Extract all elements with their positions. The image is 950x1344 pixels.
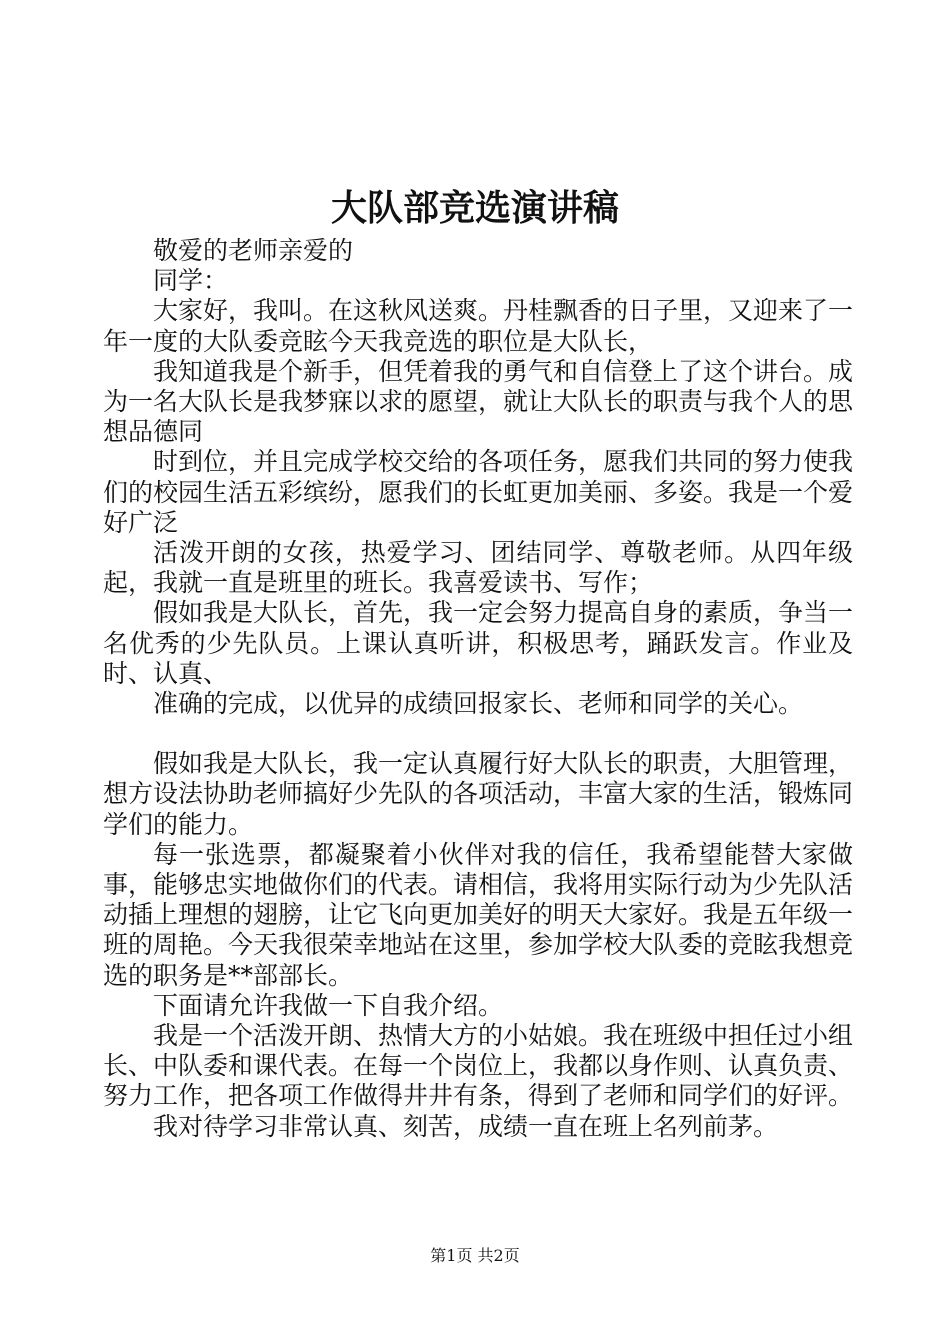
paragraph: 大家好，我叫。在这秋风送爽。丹桂飘香的日子里，又迎来了一年一度的大队委竞眩今天我竞选的职位是大队长， xyxy=(103,296,854,356)
paragraph-gap xyxy=(103,719,853,749)
paragraph: 我是一个活泼开朗、热情大方的小姑娘。我在班级中担任过小组长、中队委和课代表。在每一个岗位上，我都以身作则、认真负责、努力工作，把各项工作做得井井有条，得到了老师和同学们的好评。 xyxy=(103,1021,854,1111)
paragraph-greeting-2: 同学： xyxy=(153,266,229,296)
paragraph: 假如我是大队长，首先，我一定会努力提高自身的素质，争当一名优秀的少先队员。上课认真听讲，积极思考，踊跃发言。作业及时、认真、 xyxy=(103,598,854,688)
paragraph: 我知道我是个新手，但凭着我的勇气和自信登上了这个讲台。成为一名大队长是我梦寐以求的愿望，就让大队长的职责与我个人的思想品德同 xyxy=(103,356,854,447)
paragraph: 时到位，并且完成学校交给的各项任务，愿我们共同的努力使我们的校园生活五彩缤纷，愿我们的长虹更加美丽、多姿。我是一个爱好广泛 xyxy=(103,447,854,537)
paragraph: 每一张选票，都凝聚着小伙伴对我的信任，我希望能替大家做事，能够忠实地做你们的代表。请相信，我将用实际行动为少先队活动插上理想的翅膀，让它飞向更加美好的明天大家好。我是五年级一班的周艳。今天我很荣幸地站在这里，参加学校大队委的竞眩我想竞选的职务是**部部长。 xyxy=(103,839,854,990)
document-title: 大队部竞选演讲稿 xyxy=(330,187,619,229)
page-number-footer: 第1页 共2页 xyxy=(430,1246,520,1265)
paragraph: 下面请允许我做一下自我介绍。 xyxy=(153,990,504,1020)
document-body xyxy=(103,236,853,1142)
paragraph-greeting-1: 敬爱的老师亲爱的 xyxy=(153,236,354,265)
paragraph: 活泼开朗的女孩，热爱学习、团结同学、尊敬老师。从四年级起，我就一直是班里的班长。我喜爱读书、写作； xyxy=(103,538,853,598)
paragraph: 假如我是大队长，我一定认真履行好大队长的职责，大胆管理，想方设法协助老师搞好少先队的各项活动，丰富大家的生活，锻炼同学们的能力。 xyxy=(103,749,854,839)
paragraph: 我对待学习非常认真、刻苦，成绩一直在班上名列前茅。 xyxy=(153,1111,779,1141)
paragraph: 准确的完成，以优异的成绩回报家长、老师和同学的关心。 xyxy=(153,689,804,719)
